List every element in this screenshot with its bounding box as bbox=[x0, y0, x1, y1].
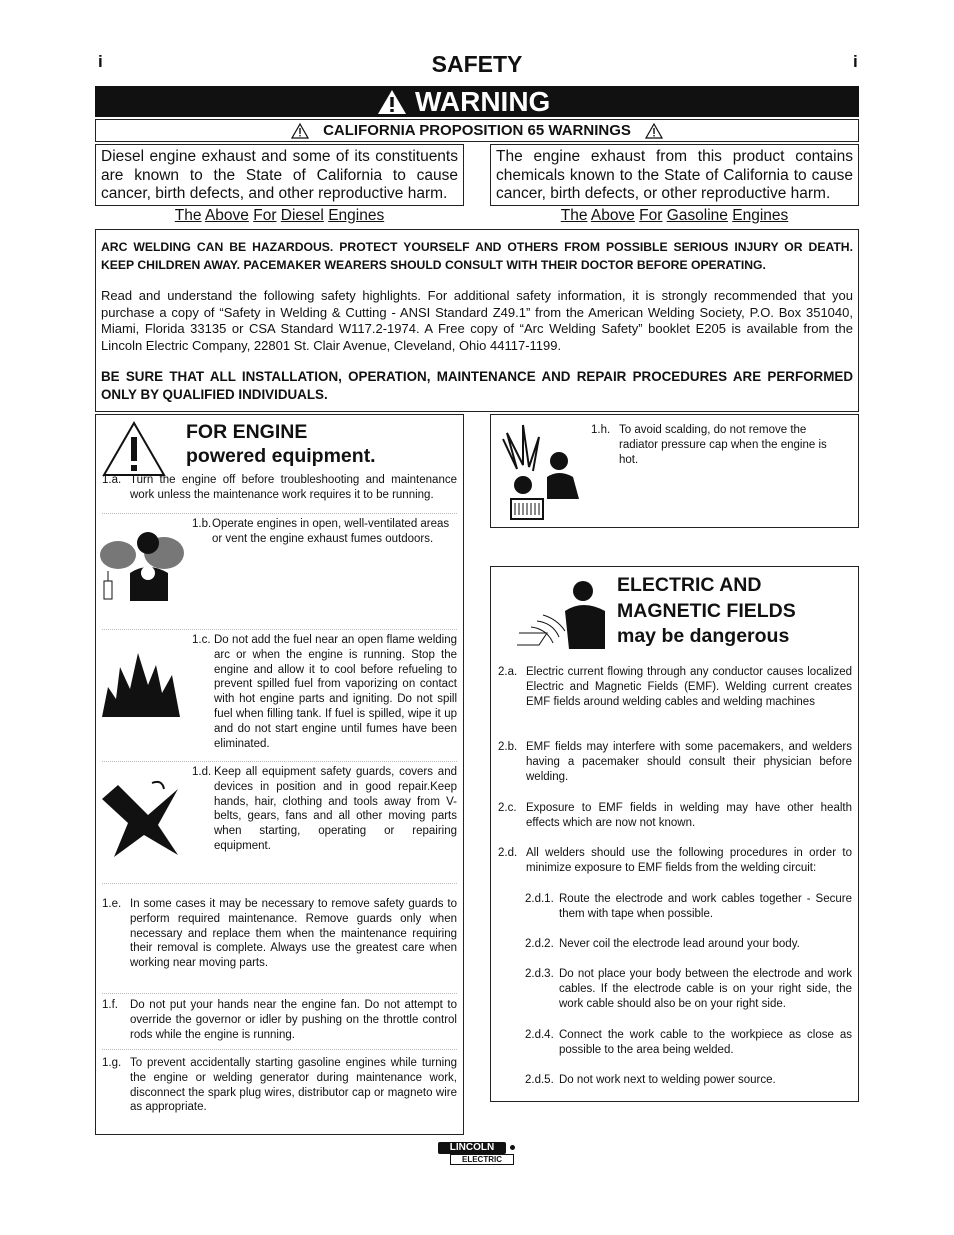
engine-heading: FOR ENGINE powered equipment. bbox=[186, 421, 376, 467]
list-item: 2.c. Exposure to EMF fields in welding may have other health effects which are now not known. bbox=[498, 802, 852, 829]
list-item: 1.h. To avoid scalding, do not remove the radiator pressure cap when the engine is hot. bbox=[591, 424, 827, 466]
engine-fumes-icon bbox=[98, 525, 184, 603]
list-item: 1.e. In some cases it may be necessary to remove safety guards to perform required maintenance. Remove guards only when necessary and replace them when the maintenance requiring their removal is complete. Always use the greatest care when working near moving parts. bbox=[102, 898, 457, 970]
list-item: 2.d.3. Do not place your body between the electrode and work cables. If the electrode cable is on your right side, the work cable should also be on your right side. bbox=[525, 968, 852, 1010]
warning-banner bbox=[95, 86, 859, 117]
list-item: 1.d. Keep all equipment safety guards, covers and devices in position and in good repair.Keep hands, hair, clothing and tools away from V-belts, gears, fans and all other moving parts when starting, operating or repairing equipment. bbox=[192, 766, 457, 852]
list-item: 2.d.5. Do not work next to welding power source. bbox=[525, 1074, 776, 1086]
page-number-left: i bbox=[98, 52, 103, 71]
page-number-right: i bbox=[853, 52, 858, 71]
read-statement: Read and understand the following safety highlights. For additional safety information, it is strongly recommended that you purchase a copy of “Safety in Welding & Cutting - ANSI Standard Z49.1” from the American Welding Society, P.O. Box 351040, Miami, Florida 33135 or CSA Standard W117.2-1974. A Free copy of “Arc Welding Safety” booklet E205 is available from the Lincoln Electric Company, 22801 St. Clair Avenue, Cleveland, Ohio 44117-1199. bbox=[101, 288, 853, 353]
emf-section bbox=[490, 566, 859, 1102]
prop65-title-bar bbox=[95, 119, 859, 142]
engine-section bbox=[95, 414, 464, 1135]
caution-triangle-icon bbox=[645, 123, 663, 139]
prop65-title: CALIFORNIA PROPOSITION 65 WARNINGS bbox=[323, 122, 631, 139]
list-item: 2.d.2. Never coil the electrode lead around your body. bbox=[525, 938, 800, 950]
hazard-statement: ARC WELDING CAN BE HAZARDOUS. PROTECT YOURSELF AND OTHERS FROM POSSIBLE SERIOUS INJURY OR DEATH. KEEP CHILDREN AWAY. PACEMAKER WEARERS SHOULD CONSULT WITH THEIR DOCTOR BEFORE OPERATING. bbox=[101, 240, 853, 272]
radiator-section bbox=[490, 414, 859, 528]
prop65-diesel-warning: Diesel engine exhaust and some of its constituents are known to the State of California to cause cancer, birth defects, and other reproductive harm. bbox=[95, 144, 464, 206]
list-item: 2.d.1. Route the electrode and work cables together - Secure them with tape when possible. bbox=[525, 893, 852, 920]
list-item: 2.a. Electric current flowing through any conductor causes localized Electric and Magnetic Fields (EMF). Welding current creates EMF fields around welding cables and welding machines bbox=[498, 666, 852, 708]
emf-heading: ELECTRIC AND MAGNETIC FIELDS may be dangerous bbox=[617, 574, 796, 647]
list-item: 1.a. Turn the engine off before troubleshooting and maintenance work unless the maintenance work requires it to be running. bbox=[102, 474, 457, 501]
list-item: 2.b. EMF fields may interfere with some pacemakers, and welders having a pacemaker should consult their physician before welding. bbox=[498, 741, 852, 783]
page-title: SAFETY bbox=[431, 51, 523, 77]
emf-welder-icon bbox=[513, 575, 609, 651]
scalding-radiator-icon bbox=[493, 419, 581, 523]
list-item: 2.d. All welders should use the following procedures in order to minimize exposure to EMF fields from the welding circuit: bbox=[498, 847, 852, 874]
qualified-statement: BE SURE THAT ALL INSTALLATION, OPERATION, MAINTENANCE AND REPAIR PROCEDURES ARE PERFORMED ONLY BY QUALIFIED INDIVIDUALS. bbox=[101, 369, 853, 402]
warning-triangle-icon bbox=[377, 89, 407, 115]
intro-box bbox=[95, 229, 859, 412]
gasoline-caption: The Above For Gasoline Engines bbox=[560, 207, 789, 224]
lincoln-electric-logo: LINCOLN ELECTRIC bbox=[438, 1142, 518, 1166]
list-item: 1.f. Do not put your hands near the engine fan. Do not attempt to override the governor or idler by pushing on the throttle control rods while the engine is running. bbox=[102, 999, 457, 1041]
moving-parts-hand-icon bbox=[98, 775, 182, 859]
caution-triangle-icon bbox=[291, 123, 309, 139]
list-item: 1.b. Operate engines in open, well-ventilated areas or vent the engine exhaust fumes outdoors. bbox=[192, 518, 450, 545]
warning-label: WARNING bbox=[415, 85, 551, 117]
exclamation-triangle-icon bbox=[102, 421, 166, 477]
list-item: 1.c. Do not add the fuel near an open flame welding arc or when the engine is running. Stop the engine and allow it to cool before refueling to prevent spilled fuel from vaporizing on contact with hot engine parts and igniting. Do not spill fuel when filling tank. If fuel is spilled, wipe it up and do not start engine until fumes have been eliminated. bbox=[192, 634, 457, 750]
list-item: 1.g. To prevent accidentally starting gasoline engines while turning the engine or welding generator during maintenance work, disconnect the spark plug wires, distributor cap or magneto wire as appropriate. bbox=[102, 1057, 457, 1114]
prop65-gasoline-warning: The engine exhaust from this product contains chemicals known to the State of California to cause cancer, birth defects, or other reproductive harm. bbox=[490, 144, 859, 206]
list-item: 2.d.4. Connect the work cable to the workpiece as close as possible to the area being welded. bbox=[525, 1029, 852, 1056]
fire-icon bbox=[98, 647, 184, 719]
diesel-caption: The Above For Diesel Engines bbox=[174, 207, 385, 224]
